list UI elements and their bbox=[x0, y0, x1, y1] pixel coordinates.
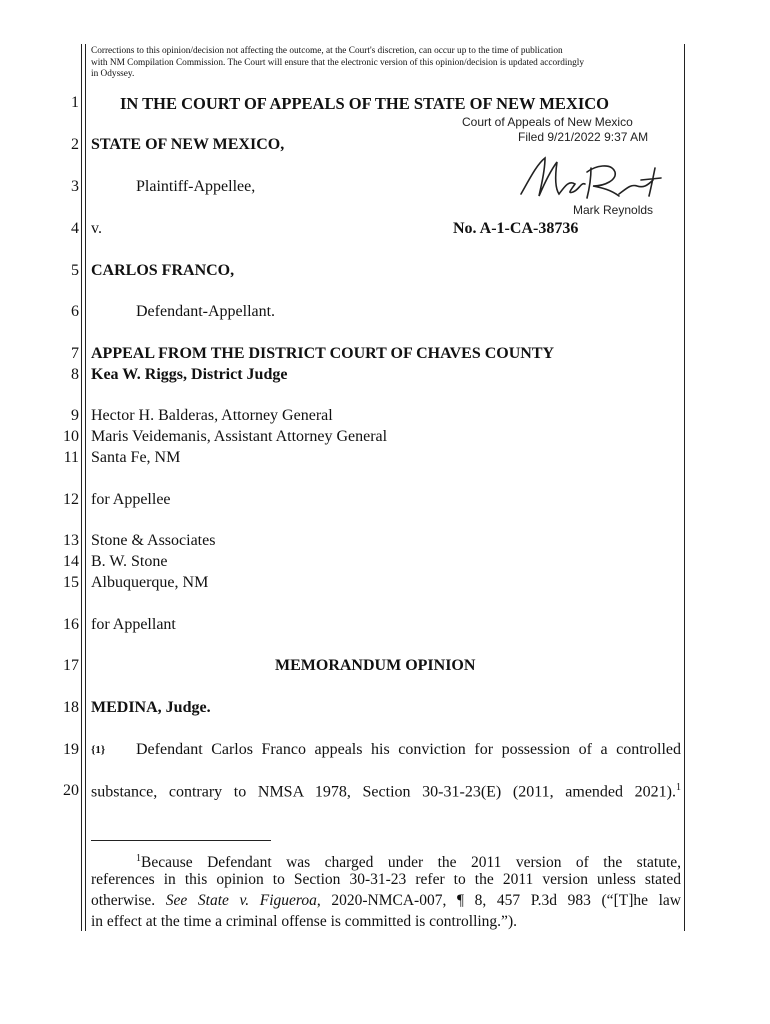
footnote-line: references in this opinion to Section 30-31-23 refer to the 2011 version unless stated bbox=[91, 871, 681, 888]
opinion-heading: MEMORANDUM OPINION bbox=[275, 657, 476, 674]
stamp-court: Court of Appeals of New Mexico bbox=[462, 115, 633, 129]
line-number: 3 bbox=[71, 178, 79, 195]
line-number: 2 bbox=[71, 136, 79, 153]
line-number: 1 bbox=[71, 94, 79, 111]
line-number: 4 bbox=[71, 220, 79, 237]
line-number: 20 bbox=[63, 782, 79, 799]
appellant-counsel-line: Stone & Associates bbox=[91, 532, 216, 549]
district-judge: Kea W. Riggs, District Judge bbox=[91, 366, 288, 383]
versus: v. bbox=[91, 220, 102, 237]
plaintiff-role: Plaintiff-Appellee, bbox=[136, 178, 256, 195]
line-number: 18 bbox=[63, 699, 79, 716]
footnote-line: in effect at the time a criminal offense is committed is controlling.”). bbox=[91, 913, 517, 930]
paragraph-marker: {1} bbox=[91, 744, 106, 756]
notice-line: with NM Compilation Commission. The Court will ensure that the electronic version of this opinion/decision is updated accordingly bbox=[91, 57, 585, 68]
defendant-role: Defendant-Appellant. bbox=[136, 303, 276, 320]
opinion-author: MEDINA, Judge. bbox=[91, 699, 211, 716]
corrections-notice bbox=[91, 46, 683, 81]
footnote-text: otherwise. bbox=[91, 892, 166, 909]
for-appellant: for Appellant bbox=[91, 616, 176, 633]
stamp-clerk-name: Mark Reynolds bbox=[573, 203, 654, 217]
footnote-separator bbox=[91, 840, 271, 841]
notice-line: in Odyssey. bbox=[91, 69, 135, 80]
line-number: 7 bbox=[71, 345, 79, 362]
appellant-counsel-line: B. W. Stone bbox=[91, 553, 168, 570]
line-number: 16 bbox=[63, 616, 79, 633]
right-margin-rule bbox=[684, 44, 685, 931]
line-number: 19 bbox=[63, 741, 79, 758]
line-number: 9 bbox=[71, 407, 79, 424]
opinion-line-2-text: substance, contrary to NMSA 1978, Section 30-31-23(E) (2011, amended 2021). bbox=[91, 783, 676, 801]
footnote-text: Because Defendant was charged under the 2011 version of the statute, bbox=[141, 854, 681, 872]
footnote-line bbox=[91, 890, 681, 911]
line-number: 6 bbox=[71, 303, 79, 320]
stamp-filed-date: Filed 9/21/2022 9:37 AM bbox=[518, 130, 649, 144]
line-number: 12 bbox=[63, 491, 79, 508]
line-number: 17 bbox=[63, 657, 79, 674]
line-number: 11 bbox=[63, 449, 79, 466]
footnote-text: , 2020-NMCA-007, ¶ 8, 457 P.3d 983 (“[T]he law bbox=[316, 892, 681, 909]
appellee-counsel-line: Santa Fe, NM bbox=[91, 449, 181, 466]
clerk-signature bbox=[515, 150, 665, 206]
opinion-line-1: Defendant Carlos Franco appeals his conviction for possession of a controlled bbox=[136, 741, 681, 758]
left-margin-rule-inner bbox=[85, 44, 86, 931]
defendant-name: CARLOS FRANCO, bbox=[91, 262, 235, 279]
plaintiff-name: STATE OF NEW MEXICO, bbox=[91, 136, 285, 153]
court-title: IN THE COURT OF APPEALS OF THE STATE OF NEW MEXICO bbox=[120, 94, 610, 113]
line-number: 15 bbox=[63, 574, 79, 591]
notice-line: Corrections to this opinion/decision not affecting the outcome, at the Court's discretion, can occur up to the time of publication bbox=[91, 46, 563, 56]
appellant-counsel-line: Albuquerque, NM bbox=[91, 574, 209, 591]
footnote-marker: 1 bbox=[136, 853, 141, 864]
case-number: No. A-1-CA-38736 bbox=[453, 220, 579, 237]
line-number: 10 bbox=[63, 428, 79, 445]
opinion-line-2 bbox=[91, 782, 681, 801]
footnote-ref: 1 bbox=[676, 782, 681, 793]
appellee-counsel-line: Hector H. Balderas, Attorney General bbox=[91, 407, 333, 424]
left-margin-rule-outer bbox=[81, 44, 82, 931]
line-number: 13 bbox=[63, 532, 79, 549]
appellee-counsel-line: Maris Veidemanis, Assistant Attorney General bbox=[91, 428, 388, 445]
line-number: 5 bbox=[71, 262, 79, 279]
line-number: 14 bbox=[63, 553, 79, 570]
appeal-from: APPEAL FROM THE DISTRICT COURT OF CHAVES COUNTY bbox=[91, 345, 555, 362]
line-number: 8 bbox=[71, 366, 79, 383]
for-appellee: for Appellee bbox=[91, 491, 171, 508]
case-citation: See State v. Figueroa bbox=[165, 892, 317, 909]
